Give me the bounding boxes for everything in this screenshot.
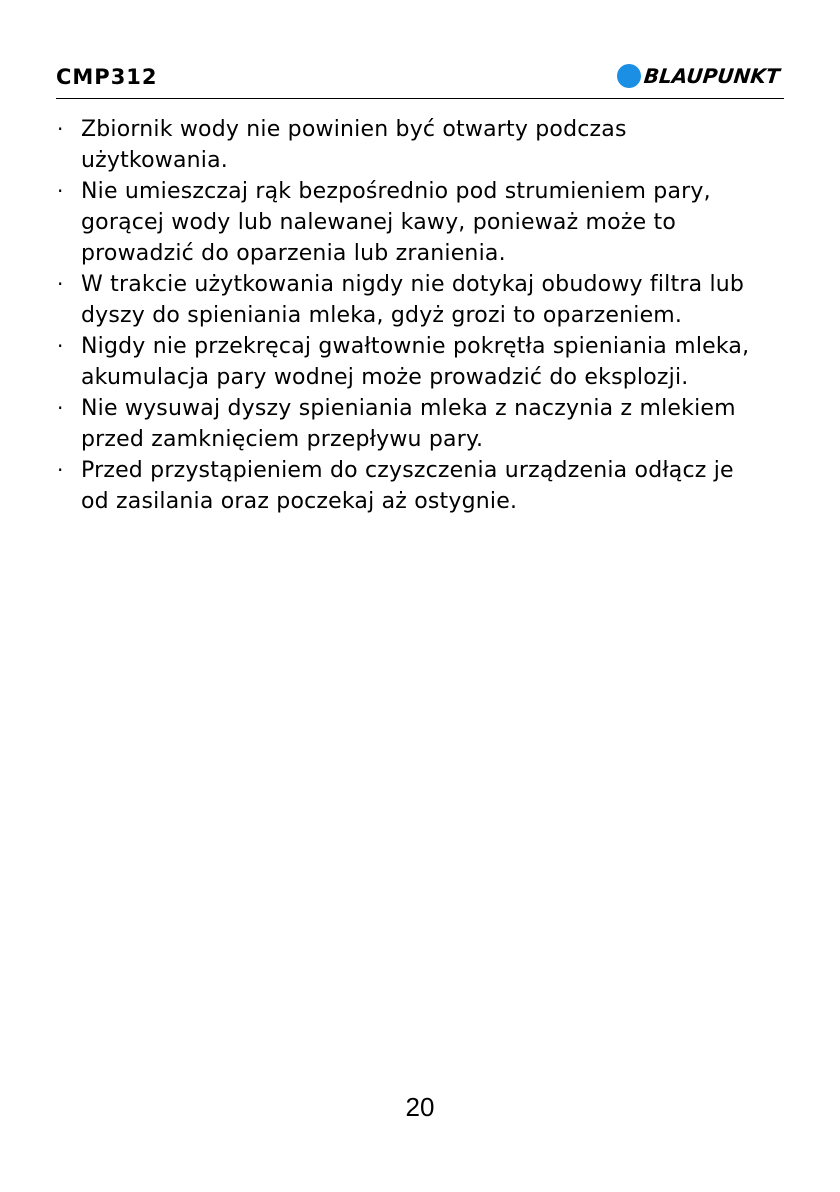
list-item (56, 331, 784, 393)
item-line: przed zamknięciem przepływu pary. (81, 427, 484, 452)
model-number: CMP312 (56, 65, 158, 89)
item-line: W trakcie użytkowania nigdy nie dotykaj obudowy filtra lub (81, 272, 745, 297)
page-number: 20 (405, 1092, 435, 1122)
brand-dot-icon (617, 64, 641, 88)
safety-instructions-list (56, 114, 784, 517)
bullet-icon: · (57, 179, 64, 203)
list-item (56, 176, 784, 269)
item-line: dyszy do spieniania mleka, gdyż grozi to oparzeniem. (81, 303, 683, 328)
list-item (56, 114, 784, 176)
item-line: Nie umieszczaj rąk bezpośrednio pod strumieniem pary, (81, 179, 711, 204)
bullet-icon: · (57, 334, 64, 358)
list-item (56, 393, 784, 455)
item-line: akumulacja pary wodnej może prowadzić do eksplozji. (81, 365, 689, 390)
item-line: gorącej wody lub nalewanej kawy, ponieważ może to (81, 210, 676, 235)
item-line: Nigdy nie przekręcaj gwałtownie pokrętła spieniania mleka, (81, 334, 750, 359)
bullet-icon: · (57, 396, 64, 420)
item-line: prowadzić do oparzenia lub zranienia. (81, 241, 506, 266)
item-line: od zasilania oraz poczekaj aż ostygnie. (81, 489, 518, 514)
bullet-icon: · (57, 117, 64, 141)
bullet-icon: · (57, 272, 64, 296)
brand-logo (617, 64, 780, 88)
item-line: Zbiornik wody nie powinien być otwarty podczas (81, 117, 627, 142)
list-item (56, 269, 784, 331)
item-line: Przed przystąpieniem do czyszczenia urządzenia odłącz je (81, 458, 734, 483)
brand-name: BLAUPUNKT (643, 64, 782, 88)
page-header (56, 62, 784, 99)
list-item (56, 455, 784, 517)
item-line: użytkowania. (81, 148, 228, 173)
item-line: Nie wysuwaj dyszy spieniania mleka z naczynia z mlekiem (81, 396, 736, 421)
bullet-icon: · (57, 458, 64, 482)
